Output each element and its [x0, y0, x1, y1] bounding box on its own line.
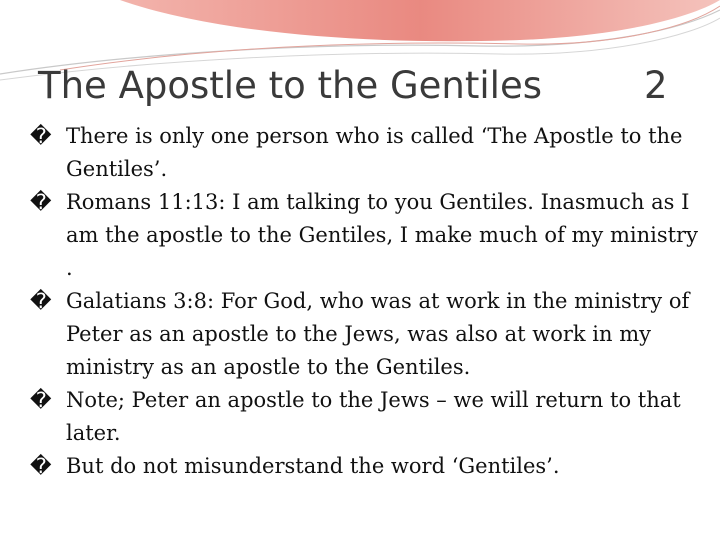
bullet-glyph-icon: � — [30, 454, 52, 478]
bullet-text: There is only one person who is called ‘The Apostle to the Gentiles’. — [66, 124, 683, 181]
bullet-text: Galatians 3:8: For God, who was at work in the ministry of Peter as an apostle to the Jews, was also at work in my ministry as an apostle to the Gentiles. — [66, 289, 690, 379]
bullet-item — [30, 120, 700, 186]
bullet-item — [30, 186, 700, 285]
bullet-glyph-icon: � — [30, 388, 52, 412]
bullet-item — [30, 384, 700, 450]
slide-number: 2 — [644, 64, 668, 107]
bullet-glyph-icon: � — [30, 190, 52, 214]
bullet-glyph-icon: � — [30, 289, 52, 313]
bullet-text: Note; Peter an apostle to the Jews – we will return to that later. — [66, 388, 681, 445]
bullet-item — [30, 450, 700, 483]
bullet-glyph-icon: � — [30, 124, 52, 148]
bullet-item — [30, 285, 700, 384]
bullet-list — [30, 120, 700, 483]
slide-title: The Apostle to the Gentiles — [38, 64, 542, 107]
bullet-text: Romans 11:13: I am talking to you Gentiles. Inasmuch as I am the apostle to the Gentiles, I make much of my ministry . — [66, 190, 698, 280]
bullet-text: But do not misunderstand the word ‘Gentiles’. — [66, 454, 560, 478]
